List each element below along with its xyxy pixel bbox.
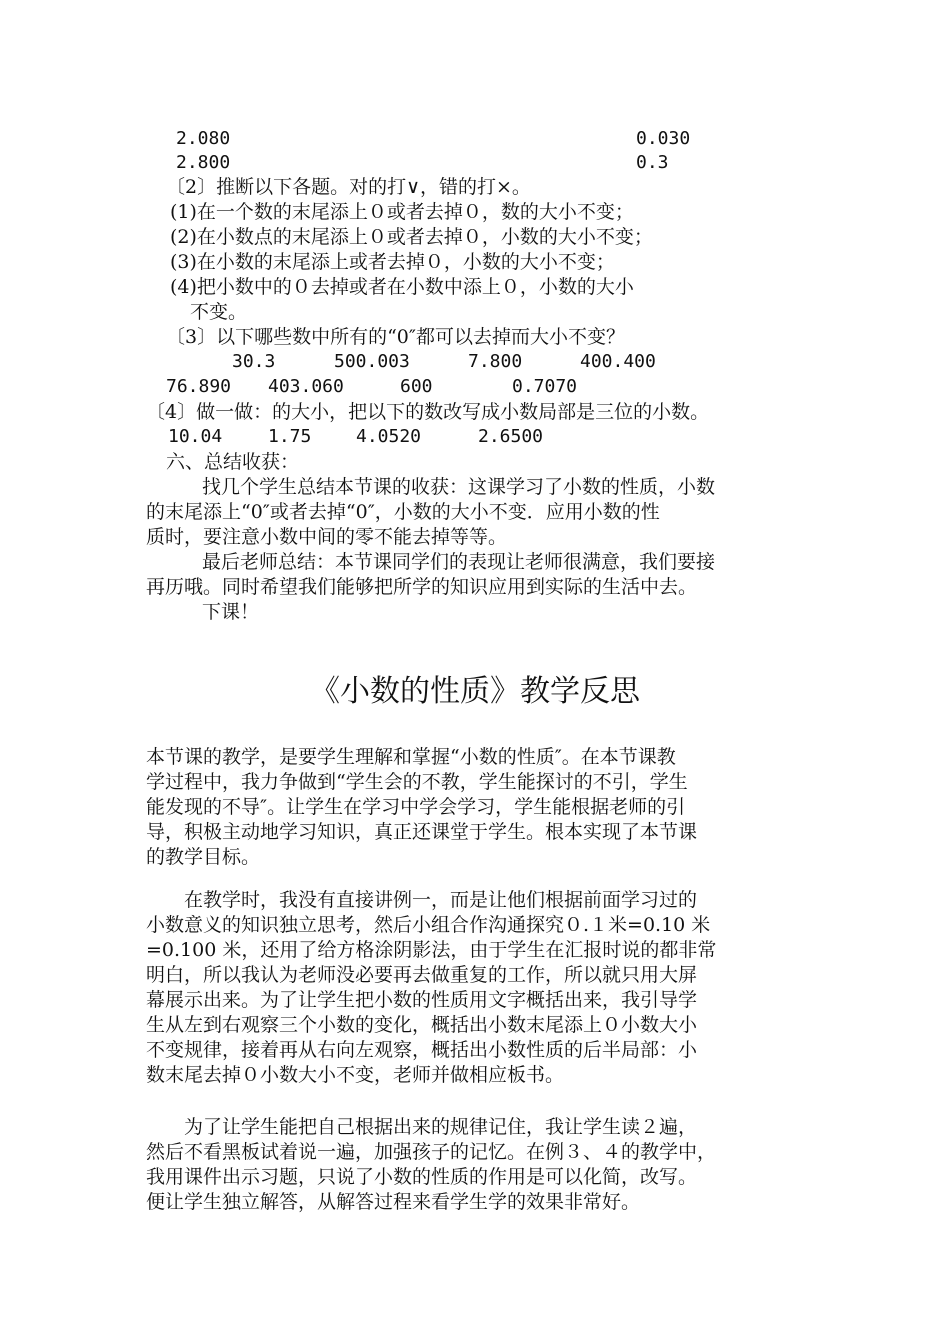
summary-p1-line: 的末尾添上“0″或者去掉“0″，小数的大小不变．应用小数的性 [146, 501, 660, 523]
reflection-p1-line: 的教学目标。 [146, 846, 261, 868]
q3-number: 0.7070 [512, 376, 578, 397]
q2-heading: 〔2〕推断以下各题。对的打∨，错的打×。 [166, 176, 531, 198]
q3-number: 30.3 [232, 351, 276, 372]
summary-end: 下课！ [202, 601, 260, 623]
reflection-p2-line: 在教学时，我没有直接讲例一，而是让他们根据前面学习过的 [184, 889, 698, 911]
q3-number: 400.400 [580, 351, 656, 372]
reflection-p2-line: 明白，所以我认为老师没必要再去做重复的工作，所以就只用大屏 [146, 964, 698, 986]
reflection-title: 《小数的性质》教学反思 [310, 674, 640, 709]
q3-number: 500.003 [334, 351, 410, 372]
number-2-080: 2.080 [176, 128, 231, 149]
q2-item-3: (3)在小数的末尾添上或者去掉０，小数的大小不变； [170, 251, 615, 273]
q3-number: 403.060 [268, 376, 344, 397]
summary-p2-line: 再历哦。同时希望我们能够把所学的知识应用到实际的生活中去。 [146, 576, 698, 598]
reflection-p2-line: 幕展示出来。为了让学生把小数的性质用文字概括出来，我引导学 [146, 989, 698, 1011]
q4-number: 4.0520 [356, 426, 422, 447]
reflection-p2-line: 不变规律，接着再从右向左观察，概括出小数性质的后半局部：小 [146, 1039, 698, 1061]
reflection-p2-line: 生从左到右观察三个小数的变化，概括出小数末尾添上０小数大小 [146, 1014, 698, 1036]
q4-number: 2.6500 [478, 426, 544, 447]
reflection-p2-line: =0.100 米，还用了给方格涂阴影法，由于学生在汇报时说的都非常 [146, 939, 717, 961]
summary-p2-line: 最后老师总结：本节课同学们的表现让老师很满意，我们要接 [202, 551, 716, 573]
reflection-p3-line: 为了让学生能把自己根据出来的规律记住，我让学生读２遍， [184, 1116, 698, 1138]
summary-p1-line: 找几个学生总结本节课的收获：这课学习了小数的性质，小数 [202, 476, 716, 498]
q4-heading: 〔4〕做一做：的大小，把以下的数改写成小数局部是三位的小数。 [146, 401, 710, 423]
reflection-p1-line: 本节课的教学，是要学生理解和掌握“小数的性质″。在本节课教 [146, 746, 676, 768]
reflection-p3-line: 我用课件出示习题，只说了小数的性质的作用是可以化简，改写。 [146, 1166, 698, 1188]
reflection-p1-line: 导，积极主动地学习知识，真正还课堂于学生。根本实现了本节课 [146, 821, 698, 843]
q2-item-1: (1)在一个数的末尾添上０或者去掉０，数的大小不变； [170, 201, 634, 223]
summary-p1-line: 质时，要注意小数中间的零不能去掉等等。 [146, 526, 508, 548]
reflection-p2-line: 小数意义的知识独立思考，然后小组合作沟通探究０.１米=0.10 米 [146, 914, 711, 936]
q2-item-4: (4)把小数中的０去掉或者在小数中添上０，小数的大小 [170, 276, 634, 298]
q2-item-2: (2)在小数点的末尾添上０或者去掉０，小数的大小不变； [170, 226, 653, 248]
q3-number: 600 [400, 376, 433, 397]
reflection-p1-line: 能发现的不导″。让学生在学习中学会学习，学生能根据老师的引 [146, 796, 686, 818]
summary-heading: 六、总结收获： [166, 451, 300, 473]
q3-number: 7.800 [468, 351, 523, 372]
reflection-p3-line: 然后不看黑板试着说一遍，加强孩子的记忆。在例３、４的教学中， [146, 1141, 717, 1163]
reflection-p3-line: 便让学生独立解答，从解答过程来看学生学的效果非常好。 [146, 1191, 641, 1213]
reflection-p2-line: 数末尾去掉０小数大小不变，老师并做相应板书。 [146, 1064, 565, 1086]
number-0-030: 0.030 [636, 128, 691, 149]
q2-item-4-cont: 不变。 [190, 301, 248, 323]
q4-number: 10.04 [168, 426, 223, 447]
reflection-p1-line: 学过程中，我力争做到“学生会的不教，学生能探讨的不引，学生 [146, 771, 688, 793]
q4-number: 1.75 [268, 426, 312, 447]
q3-heading: 〔3〕以下哪些数中所有的“0″都可以去掉而大小不变？ [166, 326, 625, 348]
number-2-800: 2.800 [176, 152, 231, 173]
number-0-3: 0.3 [636, 152, 669, 173]
q3-number: 76.890 [166, 376, 232, 397]
